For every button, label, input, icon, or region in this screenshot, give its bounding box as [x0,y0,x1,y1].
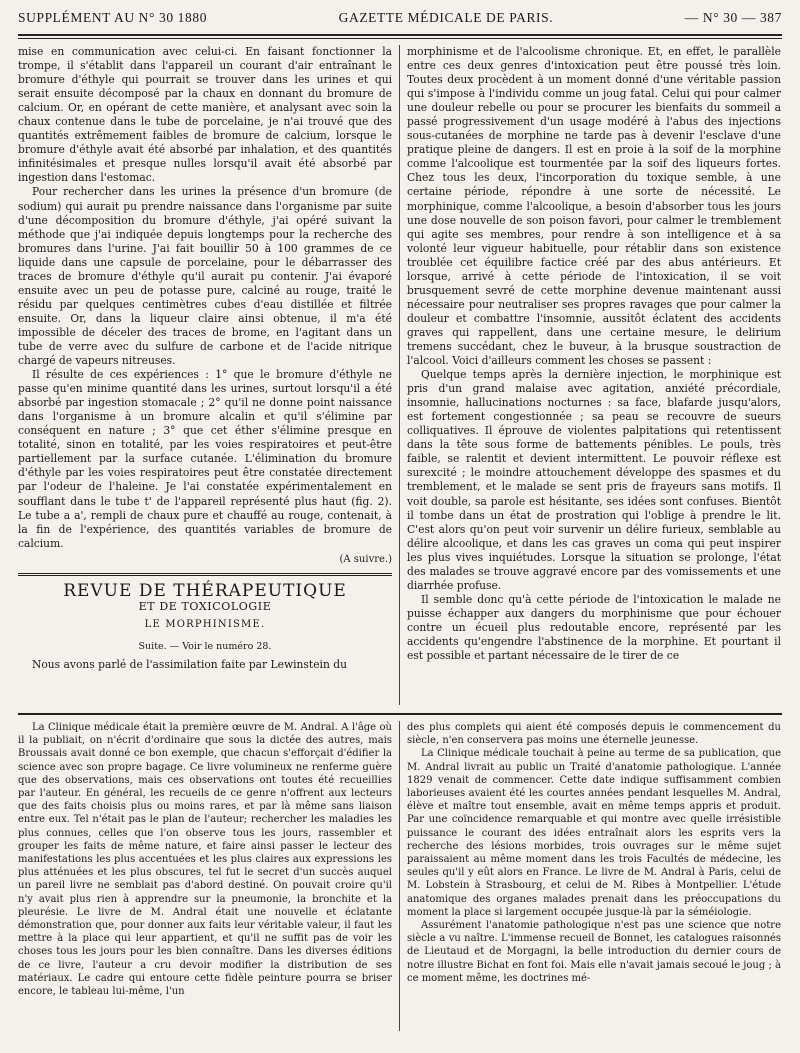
revue-topic: LE MORPHINISME. [144,618,266,630]
revue-intro: Nous avons parlé de l'assimilation faite par Lewinstein du [32,657,347,671]
column-separator [399,721,400,1031]
right-paragraph: Quelque temps après la dernière injection, le morphinique est pris d'un grand malaise avec agitation, anxiété précordiale, insomnie, hallucinations nocturnes : sa face, blafarde jusqu'alors, est fortement congestionnée ; sa peau se recouvre de sueurs colliquatives. Il éprouve de violentes palpitations qui retentissent dans la tête sous forme de battements pénibles. Le pouls, très faible, se ralentit et devient intermittent. Le pouvoir réflexe est surexcité ; le moindre attouchement développe des spasmes et du tremblement, et le malade se sent pris de frayeurs sans motifs. Il voit double, sa parole est hésitante, ses idées sont confuses. Bientôt il tombe dans un état de prostration qui l'oblige à prendre le lit. C'est alors qu'on peut voir survenir un délire furieux, semblable au délire alcoolique, et dans les cas graves un coma qui peut inspirer les plus vives inquiétudes. Lorsque la situation se prolonge, l'état des malades se trouve aggravé encore par des vomissements et une diarrhée profuse. [407,368,781,592]
newspaper-page [18,10,782,1046]
revue-subtitle: ET DE TOXICOLOGIE [138,599,272,613]
left-paragraph: Pour rechercher dans les urines la présence d'un bromure (de sodium) qui aurait pu prendre naissance dans l'organisme par suite d'une décomposition du bromure d'éthyle, j'ai opéré suivant la méthode que j'ai indiquée depuis longtemps pour la recherche des bromures dans l'urine. J'ai fait bouillir 50 à 100 grammes de ce liquide dans une capsule de porcelaine, pour le débarrasser des traces de bromure d'éthyle qu'il aurait pu contenir. J'ai évaporé ensuite avec un peu de potasse pure, calciné au rouge, traité le résidu par quelques centimètres cubes d'eau distillée et filtrée ensuite. Or, dans la liqueur claire ainsi obtenue, il m'a été impossible de déceler des traces de brome, en l'agitant dans un tube de verre avec du sulfure de carbone et de l'acide nitrique chargé de vapeurs nitreuses. [18,185,392,368]
right-paragraph: morphinisme et de l'alcoolisme chronique. Et, en effet, le parallèle entre ces deux genres d'intoxication peut être poussé très loin. Toutes deux procèdent à un moment donné d'une véritable passion qui s'impose à l'individu comme un joug fatal. Celui qui pour calmer une douleur rebelle ou pour se procurer les bienfaits du sommeil a passé progressivement d'un usage modéré à l'abus des injections sous-cutanées de morphine ne tarde pas à devenir l'esclave d'une pratique pleine de dangers. Il est en proie à la soif de la morphine comme l'alcoolique est tourmentée par la soif des liqueurs fortes. Chez tous les deux, l'incorporation du toxique semble, à une certaine période, répondre à une sorte de nécessité. Le morphinique, comme l'alcoolique, a besoin d'absorber tous les jours une dose nouvelle de son poison favori, pour calmer le tremblement qui agite ses membres, pour rendre à son intelligence et à sa volonté leur vigueur habituelle, pour rétablir dans son existence troublée cet équilibre factice créé par des abus antérieurs. Et lorsque, arrivé à cette période de l'intoxication, il se voit brusquement sevré de cette morphine devenue maintenant aussi nécessaire pour neutraliser ses propres ravages que pour calmer la douleur et combattre l'insomnie, aussitôt éclatent des accidents graves qui rappellent, dans une certaine mesure, le delirium tremens succédant, chez le buveur, à la brusque soustraction de l'alcool. Voici d'ailleurs comment les choses se passent : [407,45,781,368]
page-header [18,10,782,36]
to-be-continued: (A suivre.) [339,553,392,565]
section-divider [18,573,392,576]
header-journal-title: GAZETTE MÉDICALE DE PARIS. [338,10,554,25]
left-column [18,45,392,705]
revue-suite-note: Suite. — Voir le numéro 28. [138,640,272,652]
right-column [407,45,781,705]
right-paragraph: Il semble donc qu'à cette période de l'intoxication le malade ne puisse échapper aux dangers du morphinisme que pour échouer contre un écueil plus redoutable encore, représenté par les accidents qu'engendre l'abstinence de la morphine. Et pourtant il est possible et partant nécessaire de le tirer de ce [407,592,781,663]
header-page-number: — N° 30 — 387 [684,10,782,25]
bottom-left-column [18,721,392,1031]
bottom-right-paragraph: des plus complets qui aient été composés depuis le commencement du siècle, n'en conservera pas moins une éternelle jeunesse. [407,722,781,747]
feuilleton-section [18,721,782,1031]
bottom-left-paragraph: La Clinique médicale était la première œuvre de M. Andral. A l'âge où il la publiait, on n'écrit d'ordinaire que sous la dictée des autres, mais Broussais avait donné ce bon exemple, que chacun s'efforçait d'édifier la science avec son propre bagage. Ce livre volumineux ne renferme guère que des observations, mais ces observations ont toutes été recueillies par l'auteur. En général, les recueils de ce genre n'offrent aux lecteurs que des faits choisis plus ou moins rares, et par là même sans liaison entre eux. Tel n'était pas le plan de l'auteur; rechercher les maladies les plus connues, celles que l'on observe tous les jours, rassembler et grouper les faits de même nature, et faire ainsi passer le lecteur des manifestations les plus accentuées et les plus claires aux expressions les plus atténuées et les plus obscures, tel fut le secret d'un succès auquel un pareil livre ne semblait pas d'abord destiné. On pouvait croire qu'il n'y avait plus rien à apprendre sur la pneumonie, la bronchite et la pleurésie. Le livre de M. Andral était une nouvelle et éclatante démonstration que, pour donner aux faits leur véritable valeur, il faut les mettre à la place qui leur appartient, et qu'il ne suffit pas de voir les choses tous les jours pour les bien connaître. Dans les diverses éditions de ce livre, l'auteur a cru devoir modifier la distribution de ses matériaux. Le cadre qui entoure cette fidèle peinture pourra se briser encore, le tableau lui-même, l'un [18,722,392,998]
bottom-right-column [407,721,781,1031]
column-separator [399,45,400,705]
header-supplement: SUPPLÉMENT AU N° 30 1880 [18,10,208,25]
revue-title: REVUE DE THÉRAPEUTIQUE [63,580,347,601]
upper-section [18,45,782,705]
bottom-right-paragraph: La Clinique médicale touchait à peine au terme de sa publication, que M. Andral livrait au public un Traité d'anatomie pathologique. L'année 1829 venait de commencer. Cette date indique suffisamment combien laborieuses avaient été les courtes années pendant lesquelles M. Andral, élève et maître tout ensemble, avait en même temps appris et produit. Par une coïncidence remarquable et qui montre avec quelle irrésistible puissance le courant des idées entraînait alors les esprits vers la recherche des lésions morbides, trois ouvrages sur le même sujet paraissaient au même moment dans les trois Facultés de médecine, les seules qu'il y eût alors en France. Le livre de M. Andral à Paris, celui de M. Lobstein à Strasbourg, et celui de M. Ribes à Montpellier. L'étude anatomique des organes malades prenait dans les préoccupations du moment la place si largement occupée jusque-là par la séméiologie. [407,748,781,918]
left-paragraph: Il résulte de ces expériences : 1° que le bromure d'éthyle ne passe qu'en minime quantité dans les urines, surtout lorsqu'il a été absorbé par ingestion stomacale ; 2° qu'il ne donne point naissance dans l'organisme à un bromure alcalin et qu'il s'élimine par conséquent en nature ; 3° que cet éther s'élimine presque en totalité, sinon en totalité, par les voies respiratoires et peut-être partiellement par la surface cutanée. L'élimination du bromure d'éthyle par les voies respiratoires peut être constatée directement par l'odeur de l'haleine. Je l'ai constatée expérimentalement en soufflant dans le tube t' de l'appareil représenté plus haut (fig. 2). Le tube a a', rempli de chaux pure et chauffé au rouge, contenait, à la fin de l'expérience, des quantités variables de bromure de calcium. [18,368,392,550]
left-paragraph: mise en communication avec celui-ci. En faisant fonctionner la trompe, il s'établit dans l'appareil un courant d'air entraînant le bromure d'éthyle qui pourrait se trouver dans les urines et qui serait ensuite décomposé par la chaux en donnant du bromure de calcium. Or, en opérant de cette manière, et analysant avec soin la chaux contenue dans le tube de porcelaine, je n'ai trouvé que des quantités extrêmement faibles de bromure de calcium, lorsque le bromure d'éthyle avait été absorbé par inhalation, et des quantités infinitésimales et presque nulles lorsqu'il avait été absorbé par ingestion dans l'estomac. [18,45,392,185]
feuilleton-divider [18,713,782,715]
bottom-right-paragraph: Assurément l'anatomie pathologique n'est pas une science que notre siècle a vu naître. L'immense recueil de Bonnet, les catalogues raisonnés de Lieutaud et de Morgagni, la belle introduction du dernier cours de notre illustre Bichat en font foi. Mais elle n'avait jamais secoué le joug ; à ce moment même, les doctrines mé- [407,920,781,984]
header-rule [18,38,782,39]
